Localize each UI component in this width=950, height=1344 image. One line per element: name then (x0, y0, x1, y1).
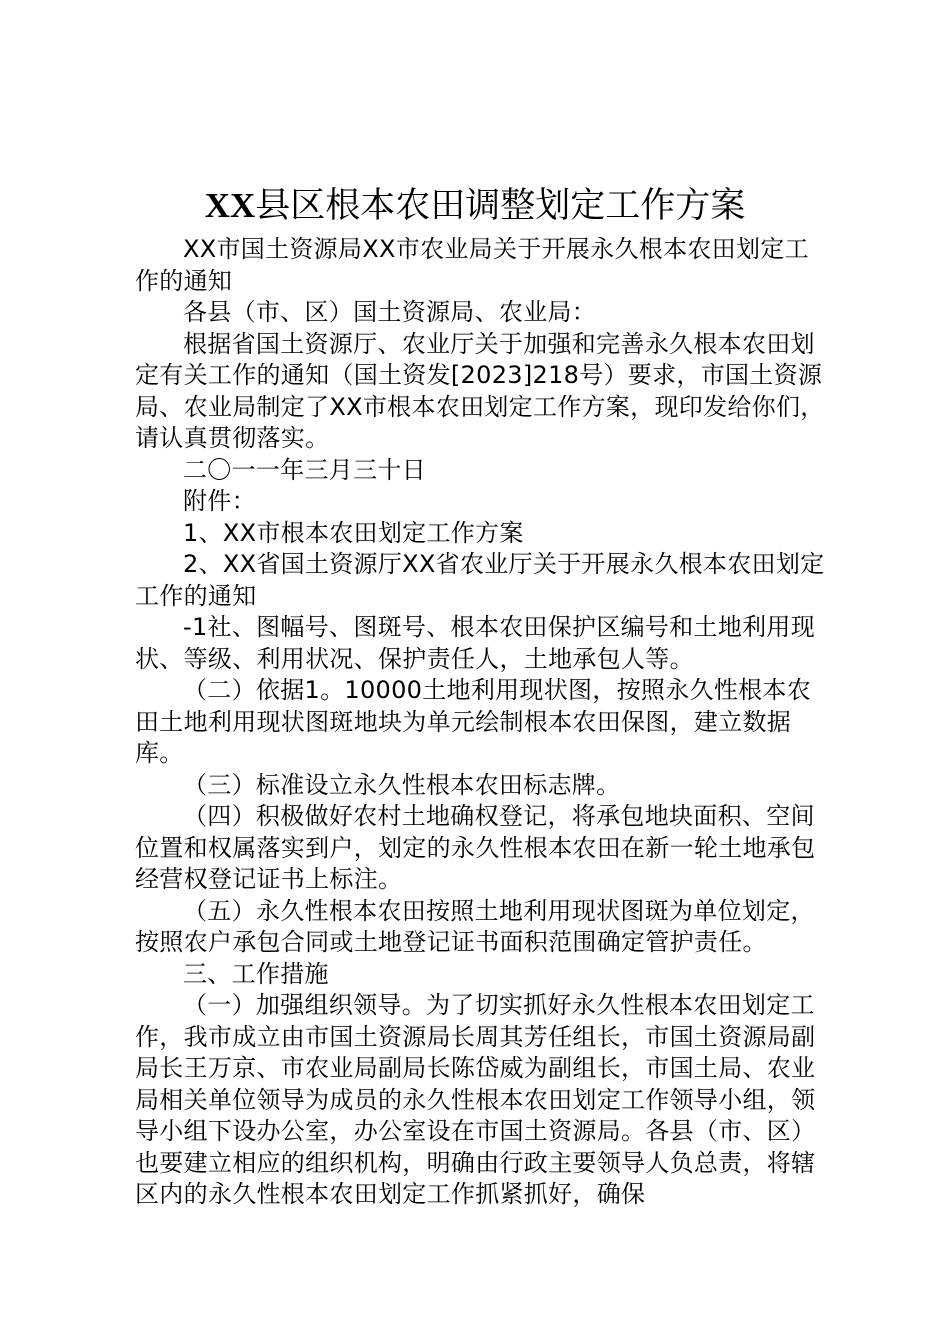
attachment-item: 2、XX省国土资源厅XX省农业厅关于开展永久根本农田划定工作的通知 (135, 550, 825, 610)
body-paragraph: （三）标准设立永久性根本农田标志牌。 (183, 770, 621, 799)
addressee: 各县（市、区）国土资源局、农业局： (183, 298, 597, 326)
body-paragraph: 根据省国土资源厅、农业厅关于加强和完善永久根本农田划定有关工作的通知（国土资发[2023]218号）要求，市国土资源局、农业局制定了XX市根本农田划定工作方案，现印发给你们，请认真贯彻落实。 (135, 329, 825, 452)
date-line: 二〇一一年三月三十日 (183, 455, 426, 484)
notice-heading: XX市国土资源局XX市农业局关于开展永久根本农田划定工作的通知 (135, 235, 809, 295)
title-prefix: XX (204, 186, 256, 225)
section-heading: 三、工作措施 (183, 959, 329, 988)
document-body (135, 234, 831, 1211)
attachment-label: 附件： (183, 487, 256, 515)
body-paragraph: （四）积极做好农村土地确权登记，将承包地块面积、空间位置和权属落实到户，划定的永久性根本农田在新一轮土地承包经营权登记证书上标注。 (135, 802, 816, 893)
attachment-item: 1、XX市根本农田划定工作方案 (183, 518, 524, 547)
body-paragraph: （二）依据1。10000土地利用现状图，按照永久性根本农田土地利用现状图斑地块为单元绘制根本农田保图，建立数据库。 (135, 676, 812, 767)
document-title (0, 183, 950, 229)
body-paragraph: （一）加强组织领导。为了切实抓好永久性根本农田划定工作，我市成立由市国土资源局长周其芳任组长，市国土资源局副局长王万京、市农业局副局长陈岱威为副组长，市国土局、农业局相关单位领导为成员的永久性根本农田划定工作领导小组，领导小组下设办公室，办公室设在市国土资源局。各县（市、区）也要建立相应的组织机构，明确由行政主要领导人负总责，将辖区内的永久性根本农田划定工作抓紧抓好，确保 (135, 991, 816, 1208)
body-paragraph: （五）永久性根本农田按照土地利用现状图斑为单位划定，按照农户承包合同或土地登记证书面积范围确定管护责任。 (135, 896, 815, 956)
body-paragraph: -1社、图幅号、图斑号、根本农田保护区编号和土地利用现状、等级、利用状况、保护责任人，土地承包人等。 (135, 613, 816, 673)
title-text: 县区根本农田调整划定工作方案 (255, 186, 746, 226)
